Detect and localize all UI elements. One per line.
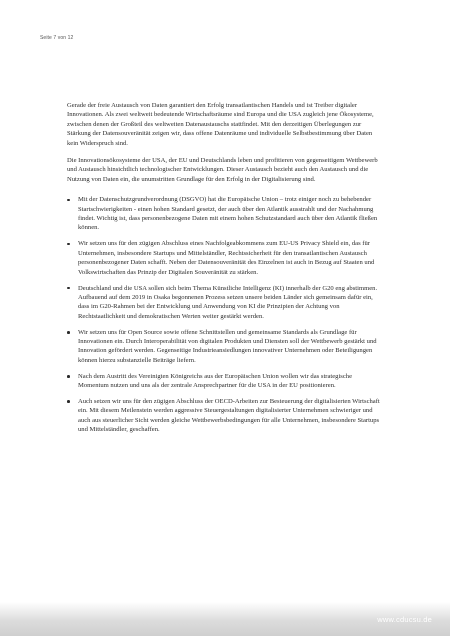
list-item-text: Mit der Datenschutzgrundverordnung (DSGVO) hat die Europäische Union – trotz einiger noch zu behebender Startschwierigkeiten - einen hohen Standard gesetzt, der auch über den Atlantik ausstrahlt und der Nachahmung findet. Wichtig ist, dass personenbezogene Daten mit einem hohen Schutzstandard auch über den Atlantik fließen können. bbox=[78, 196, 378, 232]
bullet-list bbox=[67, 195, 382, 434]
bullet-icon bbox=[67, 331, 70, 334]
bullet-icon bbox=[67, 199, 70, 202]
list-item bbox=[67, 328, 382, 366]
list-item bbox=[67, 239, 382, 277]
list-item-text: Wir setzen uns für den zügigen Abschluss eines Nachfolgeabkommens zum EU-US Privacy Shield ein, das für Unternehmen, insbesondere Startups und Mittelständler, Rechtssicherheit für den transatlantischen Austausch personenbezogener Daten schafft. Neben der Datensouveränität des Einzelnen ist auch in Bezug auf Staaten und Volkswirtschaften das Prinzip der Digitalen Souveränität zu stärken. bbox=[78, 240, 375, 276]
page-body bbox=[67, 101, 382, 441]
list-item bbox=[67, 284, 382, 322]
bullet-icon bbox=[67, 287, 70, 290]
list-item-text: Wir setzen uns für Open Source sowie offene Schnittstellen und gemeinsame Standards als Grundlage für Innovationen ein. Durch Interoperabilität von digitalen Produkten und Diensten soll der Wettbewerb gestärkt und Innovation gefördert werden. Gegenseitige Industrieansiedlungen innovativer Unternehmen oder Beteiligungen können hierzu substanzielle Beiträge liefern. bbox=[78, 328, 377, 364]
list-item-text: Auch setzen wir uns für den zügigen Abschluss der OECD-Arbeiten zur Besteuerung der digitalisierten Wirtschaft ein. Mit diesem Meilenstein werden aggressive Steuergestaltungen digitalisierter Unternehmen schwieriger und auch aus steuerlicher Sicht werden gleiche Wettbewerbsbedingungen für alle Unternehmen, insbesondere Startups und Mittelständler, geschaffen. bbox=[78, 398, 380, 434]
page-number: Seite 7 von 12 bbox=[40, 35, 74, 41]
bullet-icon bbox=[67, 400, 70, 403]
paragraph: Gerade der freie Austausch von Daten garantiert den Erfolg transatlantischen Handels und ist Treiber digitaler Innovationen. Als zwei weltweit bedeutende Wirtschaftsräume sind Europa und die USA zugleich jene Ökosysteme, zwischen denen der Großteil des weltweiten Datenaustauschs stattfindet. Mit den derzeitigen Überlegungen zur Stärkung der Datensouveränität zeigen wir, dass offene Datenräume und individuelle Selbstbestimmung über Daten kein Widerspruch sind. bbox=[67, 102, 374, 147]
footer-url: www.cducsu.de bbox=[377, 615, 432, 624]
footer-bar bbox=[0, 602, 450, 636]
paragraph: Die Innovationsökosysteme der USA, der EU und Deutschlands leben und profitieren von gegenseitigem Wettbewerb und Austausch hinsichtlich technologischer Entwicklungen. Dieser Austausch bezieht auch den Austausch und die Nutzung von Daten ein, die unumstritten Grundlage für den Erfolg in der Digitalisierung sind. bbox=[67, 157, 378, 183]
bullet-icon bbox=[67, 243, 70, 246]
list-item bbox=[67, 195, 382, 233]
list-item bbox=[67, 372, 382, 391]
bullet-icon bbox=[67, 375, 70, 378]
list-item bbox=[67, 397, 382, 435]
list-item-text: Deutschland und die USA sollen sich beim Thema Künstliche Intelligenz (KI) innerhalb der G20 eng abstimmen. Aufbauend auf dem 2019 in Osaka begonnenen Prozess setzen unsere beiden Länder sich gemeinsam dafür ein, dass im G20-Rahmen bei der Entwicklung und Anwendung von KI die Prinzipien der Achtung von Rechtstaatlichkeit und demokratischen Werten weiter gestärkt werden. bbox=[78, 284, 378, 320]
list-item-text: Nach dem Austritt des Vereinigten Königreichs aus der Europäischen Union wollen wir das strategische Momentum nutzen und uns als der zentrale Ansprechpartner für die USA in der EU positionieren. bbox=[78, 372, 352, 390]
